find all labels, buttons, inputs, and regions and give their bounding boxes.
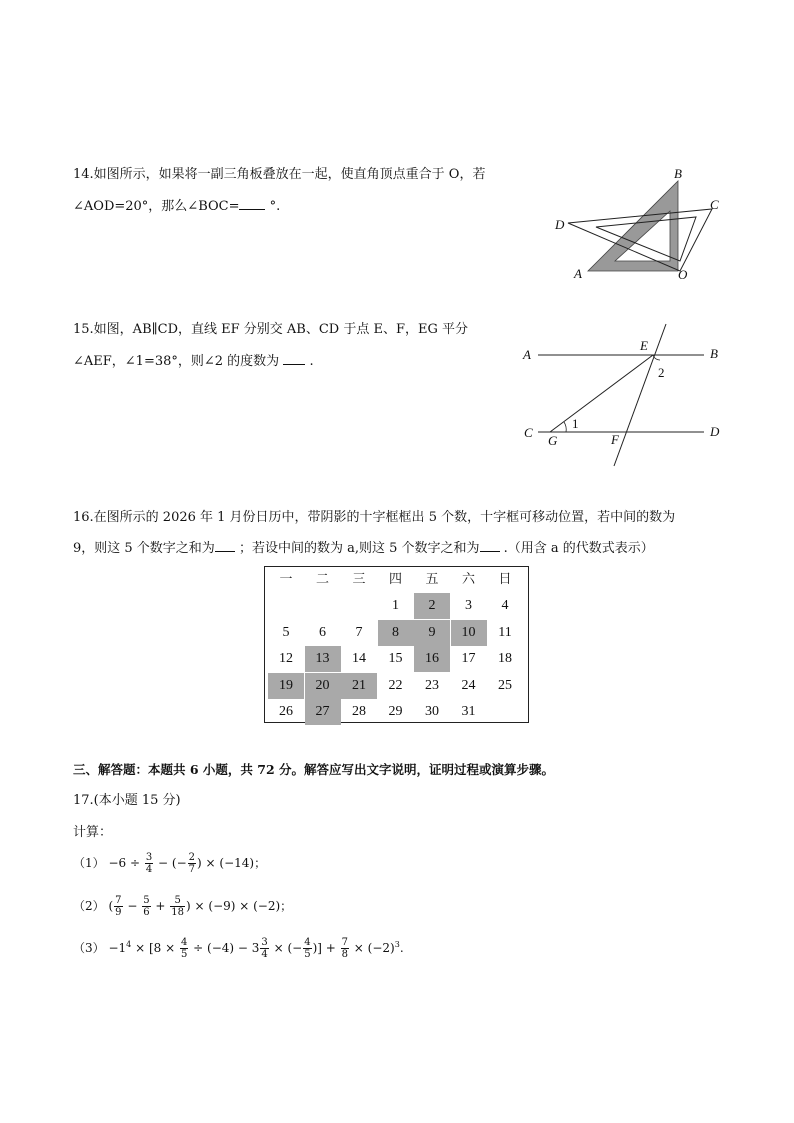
q17-problem-3-label: （3） [73, 941, 105, 955]
calendar-day-cell: 26 [279, 704, 293, 719]
calendar-day-cell: 9 [414, 620, 450, 646]
q14-line2-end: °. [269, 199, 281, 214]
calendar-header-cell: 二 [315, 572, 329, 587]
calendar-day-cell: 3 [465, 598, 472, 613]
q15-label-D: D [710, 424, 720, 439]
q14-label-C: C [710, 197, 719, 212]
calendar-day-cell: 27 [305, 699, 341, 725]
calendar-day-cell: 25 [498, 677, 512, 693]
calendar-day-cell: 4 [501, 598, 509, 613]
calendar-day-cell: 10 [451, 620, 487, 646]
calendar-day-cell: 23 [425, 677, 439, 693]
q15-angle-2: 2 [658, 365, 665, 380]
q15-line2-end: . [309, 354, 314, 369]
q17-problem-3 [73, 937, 404, 960]
q16-line2-start: 9，则这 5 个数字之和为 [73, 541, 215, 556]
q17-problem-2-label: （2） [73, 899, 105, 913]
q15-answer-blank[interactable] [283, 364, 305, 365]
section3-title: 三、解答题：本题共 6 小题，共 72 分。解答应写出文字说明，证明过程或演算步骤。 [73, 762, 555, 777]
q16-answer-blank-1[interactable] [215, 551, 235, 552]
calendar-day-cell: 5 [282, 624, 290, 640]
calendar-day-cell: 29 [388, 704, 403, 719]
q17-problem-2-expression: ( $\frac{7}{9}$ − $\frac{5}{6}$ + $\frac{5}{18}$ ) × (−9) × (−2)； [108, 895, 293, 918]
q15-parallel-lines-figure [520, 320, 740, 470]
calendar-day-cell: 12 [279, 651, 293, 666]
q14-label-O: O [678, 267, 688, 282]
calendar-day-cell: 13 [305, 646, 341, 672]
q14-label-A: A [574, 266, 582, 281]
q16-line1: 16.在图所示的 2026 年 1 月份日历中，带阴影的十字框框出 5 个数，十字框可移动位置，若中间的数为 [73, 510, 676, 525]
q14-answer-blank[interactable] [239, 209, 265, 210]
calendar-day-cell: 18 [498, 651, 512, 666]
calendar-day-cell: 24 [461, 677, 476, 693]
q14-triangle-figure [550, 165, 730, 285]
calendar-header-cell: 日 [498, 572, 512, 587]
q17-problem-2 [73, 895, 292, 918]
calendar-header-cell: 五 [425, 572, 439, 587]
q17-header: 17.(本小题 15 分) [73, 793, 181, 808]
calendar-day-cell: 7 [355, 624, 363, 640]
q15-angle-1: 1 [572, 416, 579, 431]
calendar-header-cell: 三 [352, 572, 366, 587]
q14-label-D: D [555, 217, 565, 232]
q16-line2 [73, 541, 654, 557]
calendar-day-cell: 2 [414, 593, 450, 619]
q14-label-B: B [674, 166, 682, 181]
calendar-header-cell: 一 [279, 572, 293, 587]
calendar-table [264, 566, 529, 723]
q17-problem-1-expression: −6 ÷ $\frac{3}{4}$ − (− $\frac{2}{7}$ ) × (−14)； [108, 852, 267, 875]
q15-line2 [73, 354, 314, 370]
calendar-day-cell: 20 [305, 673, 341, 699]
q14-line1: 14.如图所示，如果将一副三角板叠放在一起，使直角顶点重合于 O，若 [73, 167, 486, 182]
q17-instruction: 计算： [73, 825, 113, 840]
calendar-day-cell: 22 [388, 677, 403, 693]
calendar-day-cell: 30 [425, 704, 439, 719]
q14-line2-start: ∠AOD=20°，那么∠BOC= [73, 199, 240, 214]
q17-problem-3-expression: $-1^4 \times [8$ × $\frac{4}{5}$ ÷ (−4) − 3 $\frac{3}{4}$ × (− $\frac{4}{5}$ )] + $\frac{7}{8}$ × $(-2)^3$. [108, 937, 404, 960]
q17-problem-1 [73, 852, 266, 875]
calendar-day-cell: 11 [498, 624, 512, 640]
q15-label-G: G [548, 433, 558, 448]
q15-label-B: B [710, 346, 718, 361]
q16-line2-middle: ；若设中间的数为 a,则这 5 个数字之和为 [238, 541, 480, 556]
q15-label-A: A [523, 347, 531, 362]
q17-problem-1-label: （1） [73, 856, 105, 870]
calendar-day-cell: 15 [388, 651, 403, 666]
calendar-day-cell: 14 [352, 651, 366, 666]
calendar-day-cell: 21 [341, 673, 377, 699]
calendar-day-cell: 19 [268, 673, 304, 699]
q15-line2-start: ∠AEF，∠1=38°，则∠2 的度数为 [73, 354, 280, 369]
calendar-day-cell: 6 [319, 624, 326, 640]
calendar-day-cell: 17 [461, 651, 476, 666]
calendar-day-cell: 31 [461, 704, 476, 719]
q14-line2 [73, 199, 280, 215]
q15-line1: 15.如图，AB∥CD，直线 EF 分别交 AB、CD 于点 E、F，EG 平分 [73, 322, 468, 337]
q15-label-C: C [524, 425, 533, 440]
calendar-header-cell: 六 [461, 572, 475, 587]
calendar-day-cell: 8 [378, 620, 414, 646]
calendar-day-cell: 1 [392, 598, 399, 613]
q16-line2-end: .（用含 a 的代数式表示） [503, 541, 654, 556]
calendar-header-cell: 四 [388, 572, 402, 587]
calendar-day-cell: 28 [352, 704, 366, 719]
q16-answer-blank-2[interactable] [480, 551, 500, 552]
calendar-day-cell: 16 [414, 646, 450, 672]
q15-label-F: F [611, 432, 619, 447]
q15-label-E: E [640, 338, 648, 353]
